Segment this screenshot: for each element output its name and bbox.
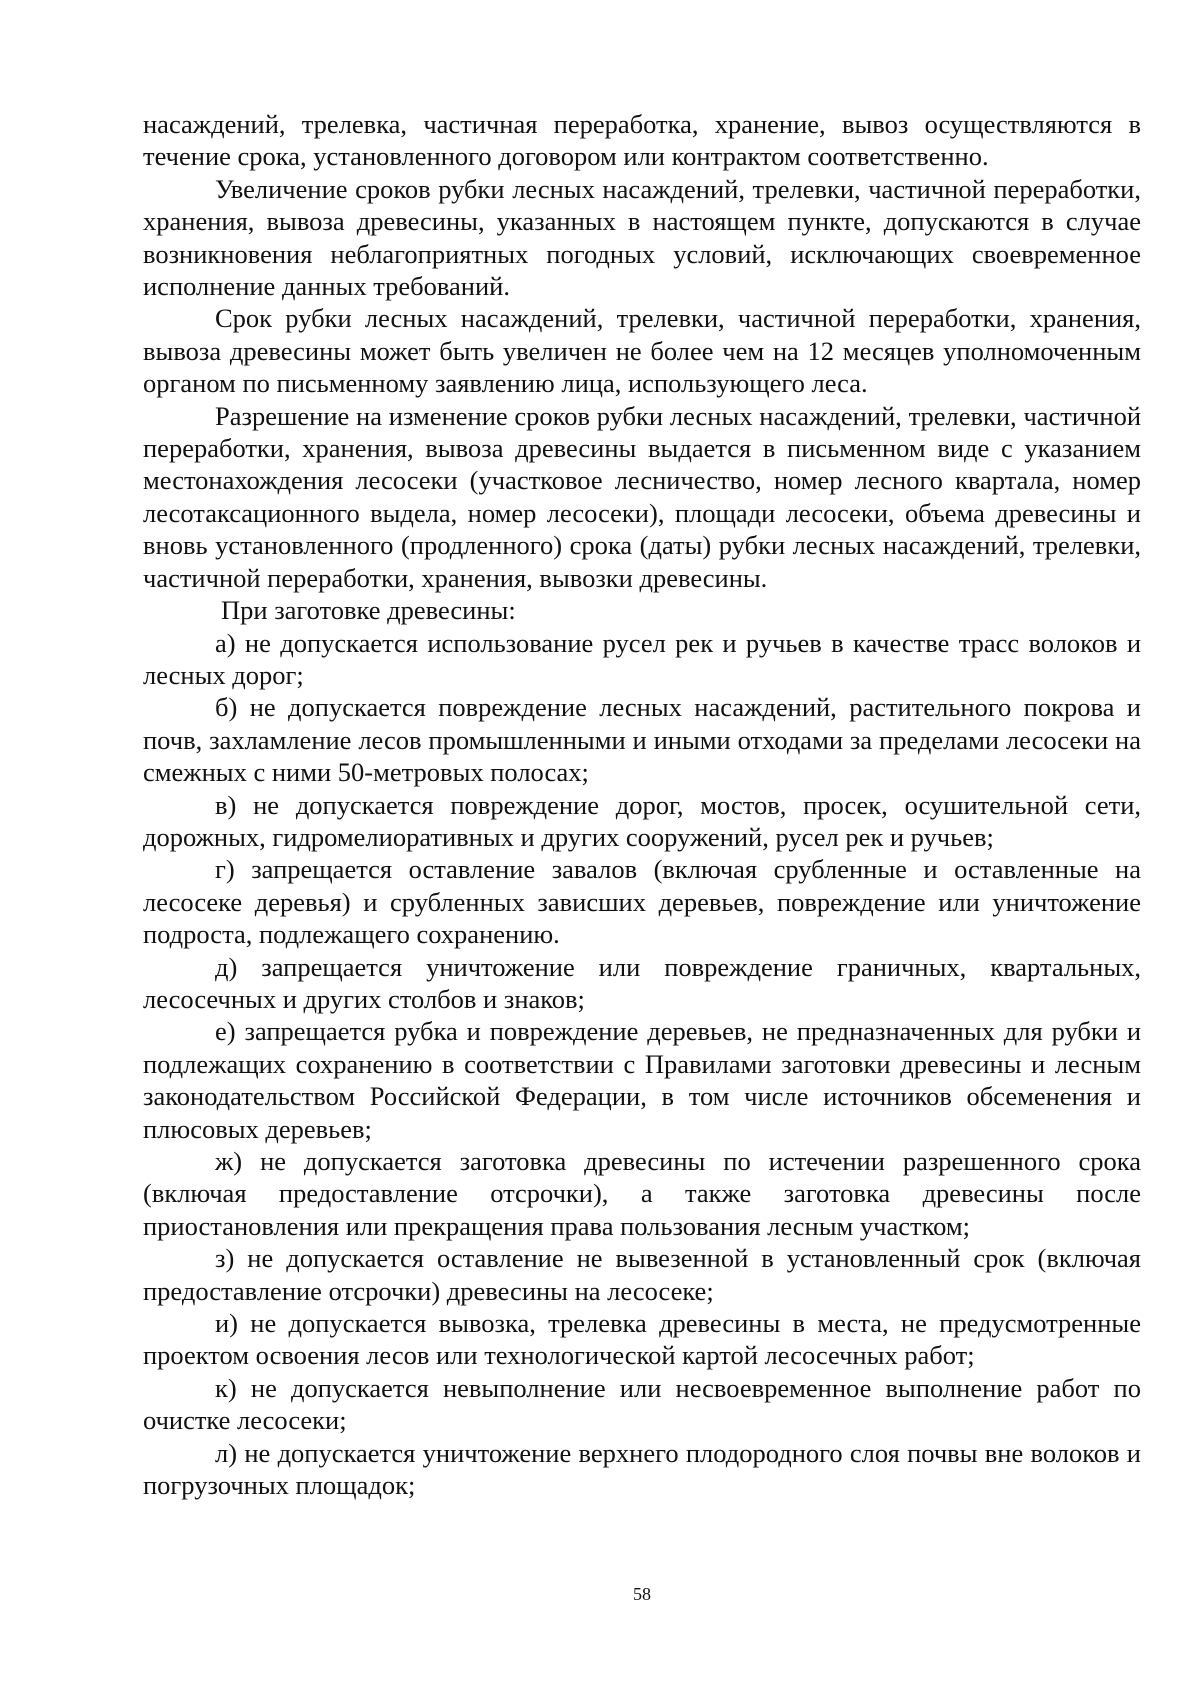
- list-item-e: е) запрещается рубка и повреждение деревьев, не предназначенных для рубки и подлежащих сохранению в соответствии с Правилами заготовки древесины и лесным законодательством Российской Федерации, в том числе источников обсеменения и плюсовых деревьев;: [143, 1016, 1141, 1144]
- list-item-i: и) не допускается вывозка, трелевка древесины в места, не предусмотренные проектом освоения лесов или технологической картой лесосечных работ;: [143, 1308, 1141, 1371]
- paragraph-term-extension: Увеличение сроков рубки лесных насаждений, трелевки, частичной переработки, хранения, вывоза древесины, указанных в настоящем пункте, допускаются в случае возникновения неблагоприятных погодных условий, исключающих своевременное исполнение данных требований.: [143, 173, 1141, 302]
- list-item-v: в) не допускается повреждение дорог, мостов, просек, осушительной сети, дорожных, гидромелиоративных и других сооружений, русел рек и ручьев;: [143, 789, 1141, 852]
- list-item-k: к) не допускается невыполнение или несвоевременное выполнение работ по очистке лесосеки;: [143, 1372, 1141, 1436]
- paragraph-continuation: насаждений, трелевка, частичная переработка, хранение, вывоз осуществляются в течение срока, установленного договором или контрактом соответственно.: [143, 109, 1141, 172]
- list-item-zh: ж) не допускается заготовка древесины по истечении разрешенного срока (включая предоставление отсрочки), а также заготовка древесины после приостановления или прекращения права пользования лесным участком;: [143, 1146, 1141, 1241]
- paragraph-term-limit: Срок рубки лесных насаждений, трелевки, частичной переработки, хранения, вывоза древесины может быть увеличен не более чем на 12 месяцев уполномоченным органом по письменному заявлению лица, использующего леса.: [143, 303, 1141, 399]
- list-item-d: д) запрещается уничтожение или повреждение граничных, квартальных, лесосечных и других столбов и знаков;: [143, 951, 1141, 1014]
- paragraph-permission: Разрешение на изменение сроков рубки лесных насаждений, трелевки, частичной переработки, хранения, вывоза древесины выдается в письменном виде с указанием местонахождения лесосеки (участковое лесничество, номер лесного квартала, номер лесотаксационного выдела, номер лесосеки), площади лесосеки, объема древесины и вновь установленного (продленного) срока (даты) рубки лесных насаждений, трелевки, частичной переработки, хранения, вывозки древесины.: [143, 400, 1141, 593]
- list-item-l: л) не допускается уничтожение верхнего плодородного слоя почвы вне волоков и погрузочных площадок;: [143, 1437, 1141, 1501]
- list-item-b: б) не допускается повреждение лесных насаждений, растительного покрова и почв, захламление лесов промышленными и иными отходами за пределами лесосеки на смежных с ними 50-метровых полосах;: [143, 692, 1141, 788]
- list-item-a: а) не допускается использование русел рек и ручьев в качестве трасс волоков и лесных дорог;: [143, 627, 1141, 690]
- list-item-g: г) запрещается оставление завалов (включая срубленные и оставленные на лесосеке деревья) и срубленных зависших деревьев, повреждение или уничтожение подроста, подлежащего сохранению.: [143, 854, 1141, 950]
- list-item-z: з) не допускается оставление не вывезенной в установленный срок (включая предоставление отсрочки) древесины на лесосеке;: [143, 1243, 1141, 1306]
- page-number: 58: [633, 1584, 651, 1604]
- paragraph-harvesting-intro: При заготовке древесины:: [221, 595, 516, 626]
- document-body: [143, 108, 1141, 1501]
